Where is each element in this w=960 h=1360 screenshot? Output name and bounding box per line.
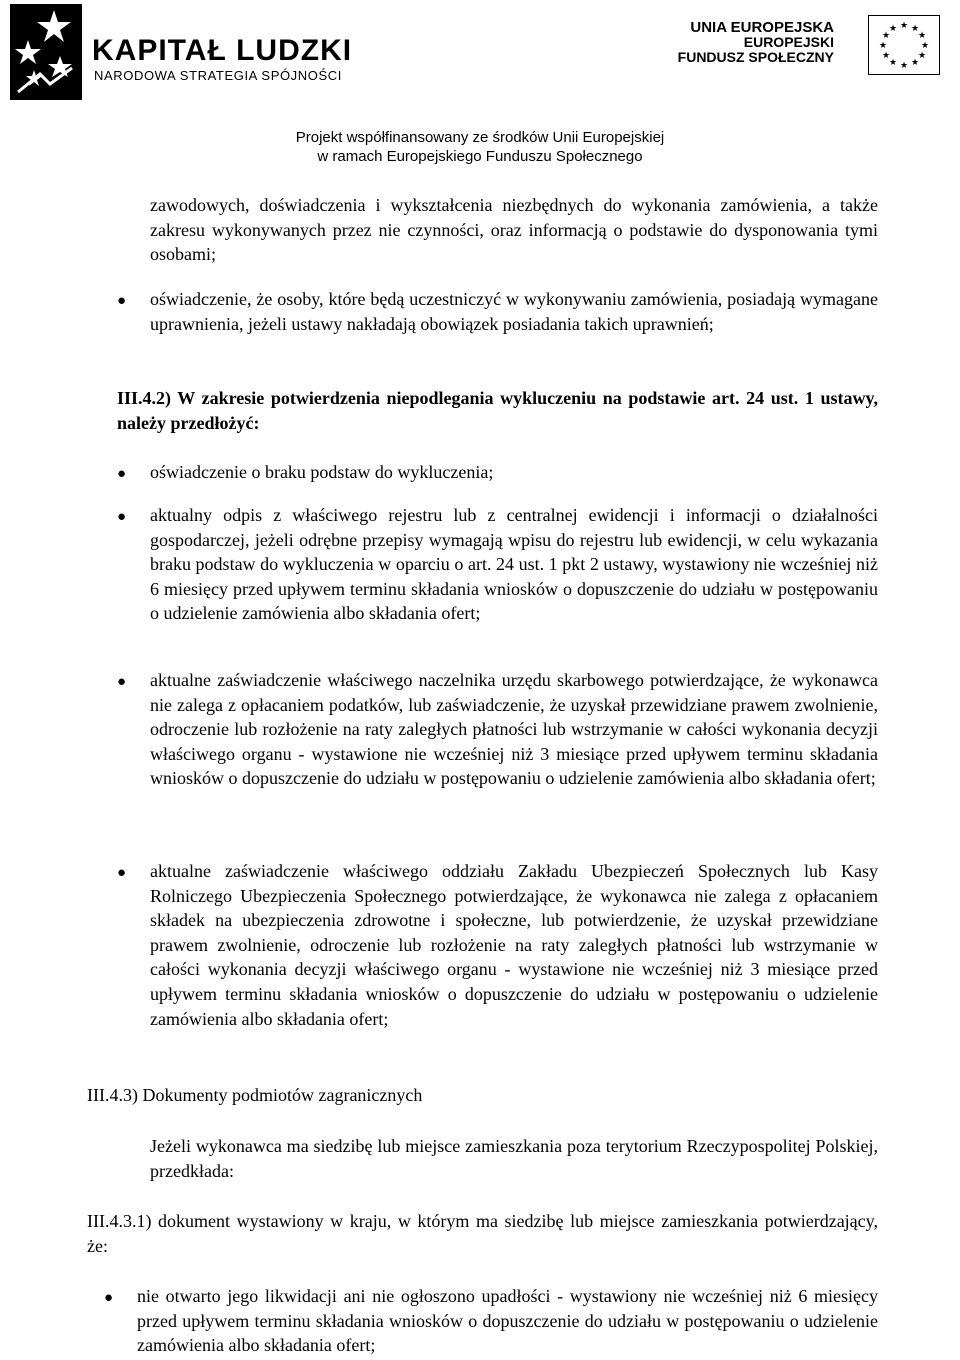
eu-line-1: UNIA EUROPEJSKA [690,19,834,36]
foreign-entity-paragraph: Jeżeli wykonawca ma siedzibę lub miejsce zamieszkania poza terytorium Rzeczypospolitej Polskiej, przedkłada: [150,1136,878,1181]
list-item: aktualne zaświadczenie właściwego oddziału Zakładu Ubezpieczeń Społecznych lub Kasy Rolniczego Ubezpieczenia Społecznego potwierdzające, że wykonawca nie zalega z opłacaniem składek na ubezpieczenia zdrowotne i społeczne, lub potwierdzenie, że uzyskał przewidziane prawem zwolnienie, odroczenie lub rozłożenie na raty zaległych płatności lub wstrzymanie w całości wykonania decyzji właściwego organu - wystawione nie wcześniej niż 3 miesiące przed upływem terminu składania wniosków o dopuszczenie do udziału w postępowaniu o udzielenie zamówienia albo składania ofert; [150,861,878,1029]
eu-line-2: EUROPEJSKI [743,34,834,50]
list-item: oświadczenie o braku podstaw do wykluczenia; [150,462,494,482]
eu-line-3: FUNDUSZ SPOŁECZNY [677,49,834,65]
list-item: oświadczenie, że osoby, które będą uczestniczyć w wykonywaniu zamówienia, posiadają wymagane uprawnienia, jeżeli ustawy nakładają obowiązek posiadania takich uprawnień; [150,289,878,334]
svg-text:★: ★ [917,31,927,41]
list-item: aktualne zaświadczenie właściwego naczelnika urzędu skarbowego potwierdzające, że wykonawca nie zalega z opłacaniem podatków, lub zaświadczenie, że uzyskał przewidziane prawem zwolnienie, odroczenie lub rozłożenie na raty zaległych płatności lub wstrzymanie w całości wykonania decyzji właściwego organu - wystawione nie wcześniej niż 3 miesiące przed upływem terminu składania wniosków o dopuszczenie do udziału w postępowaniu o udzielenie zamówienia albo składania ofert; [150,670,878,789]
list-item: aktualny odpis z właściwego rejestru lub z centralnej ewidencji i informacji o działalności gospodarczej, jeżeli odrębne przepisy wymagają wpisu do rejestru lub ewidencji, w celu wykazania braku podstaw do wykluczenia w oparciu o art. 24 ust. 1 pkt 2 ustawy, wystawiony nie wcześniej niż 6 miesięcy przed upływem terminu składania wniosków o dopuszczenie do udziału w postępowaniu o udzielenie zamówienia albo składania ofert; [150,505,878,624]
section-heading-iii-4-3-1: III.4.3.1) dokument wystawiony w kraju, w którym ma siedzibę lub miejsce zamieszkania potwierdzający, że: [87,1211,878,1256]
svg-text:★: ★ [910,58,920,68]
section-heading-iii-4-2: III.4.2) W zakresie potwierdzenia niepodlegania wykluczeniu na podstawie art. 24 ust. 1 ustawy, należy przedłożyć: [117,388,878,433]
bullet-icon: ● [117,293,127,309]
section-heading-iii-4-3: III.4.3) Dokumenty podmiotów zagranicznych [87,1085,423,1105]
bullet-icon: ● [104,1290,114,1306]
svg-text:★: ★ [920,41,930,51]
kapital-ludzki-logo-icon [10,4,82,100]
project-line-1: Projekt współfinansowany ze środków Unii Europejskiej [295,129,665,146]
svg-text:★: ★ [888,58,898,68]
kapital-ludzki-title: KAPITAŁ LUDZKI [92,34,353,67]
svg-text:★: ★ [881,31,891,41]
svg-text:★: ★ [917,51,927,61]
bullet-icon: ● [117,865,127,881]
bullet-icon: ● [117,674,127,690]
eu-flag-icon [868,15,940,75]
svg-text:★: ★ [878,41,888,51]
svg-text:★: ★ [899,21,909,31]
bullet-icon: ● [117,509,127,525]
svg-text:★: ★ [881,51,891,61]
project-cofinancing-note [0,128,960,166]
project-line-2: w ramach Europejskiego Funduszu Społecznego [317,148,643,165]
svg-text:★: ★ [888,24,898,34]
continued-paragraph: zawodowych, doświadczenia i wykształcenia niezbędnych do wykonania zamówienia, a także zakresu wykonywanych przez nie czynności, oraz informacją o podstawie do dysponowania tymi osobami; [150,195,878,265]
bullet-icon: ● [117,466,127,482]
eu-fund-label [678,20,834,65]
kapital-ludzki-subtitle: NARODOWA STRATEGIA SPÓJNOŚCI [94,68,342,83]
list-item: nie otwarto jego likwidacji ani nie ogłoszono upadłości - wystawiony nie wcześniej niż 6 miesięcy przed upływem terminu składania wniosków o dopuszczenie do udziału w postępowaniu o udzielenie zamówienia albo składania ofert; [137,1286,878,1356]
svg-text:★: ★ [899,61,909,71]
svg-text:★: ★ [910,24,920,34]
page-header [0,0,960,175]
